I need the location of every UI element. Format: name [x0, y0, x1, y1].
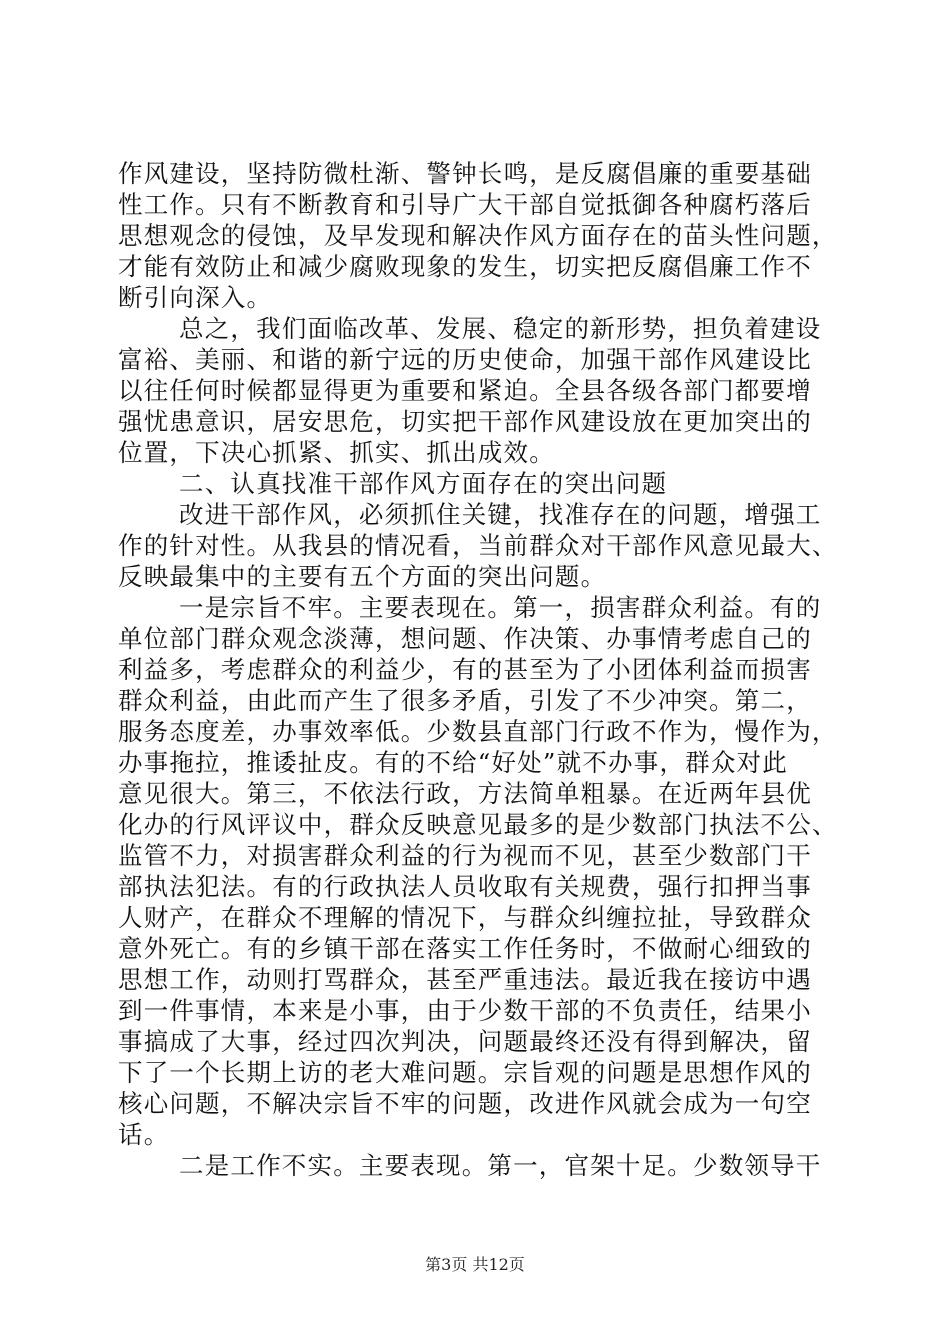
text-line: 总之，我们面临改革、发展、稳定的新形势，担负着建设: [179, 314, 822, 343]
text-line: 作风建设，坚持防微杜渐、警钟长鸣，是反腐倡廉的重要基础: [118, 159, 812, 188]
text-line: 下了一个长期上访的老大难问题。宗旨观的问题是思想作风的: [118, 1058, 812, 1087]
text-line: 以往任何时候都显得更为重要和紧迫。全县各级各部门都要增: [118, 376, 812, 405]
text-line: 单位部门群众观念淡薄，想问题、作决策、办事情考虑自己的: [118, 624, 812, 653]
text-line: 思想工作，动则打骂群众，甚至严重违法。最近我在接访中遇: [118, 965, 812, 994]
text-line: 强忧患意识，居安思危，切实把干部作风建设放在更加突出的: [118, 407, 812, 436]
text-line: 到一件事情，本来是小事，由于少数干部的不负责任，结果小: [118, 996, 812, 1025]
document-body: [118, 158, 836, 1181]
text-line: 思想观念的侵蚀，及早发现和解决作风方面存在的苗头性问题，: [118, 221, 838, 250]
text-line: 一是宗旨不牢。主要表现在。第一，损害群众利益。有的: [179, 593, 822, 622]
text-line: 化办的行风评议中，群众反映意见最多的是少数部门执法不公、: [118, 810, 838, 839]
text-line: 改进干部作风，必须抓住关键，找准存在的问题，增强工: [179, 500, 822, 529]
text-line: 二是工作不实。主要表现。第一，官架十足。少数领导干: [179, 1151, 822, 1180]
text-line: 部执法犯法。有的行政执法人员收取有关规费，强行扣押当事: [118, 872, 812, 901]
text-line: 话。: [118, 1120, 170, 1149]
page-footer: 第3页 共12页: [425, 1255, 525, 1274]
text-line: 意见很大。第三，不依法行政，方法简单粗暴。在近两年县优: [118, 779, 812, 808]
text-line: 二、认真找准干部作风方面存在的突出问题: [179, 469, 668, 498]
text-line: 核心问题，不解决宗旨不牢的问题，改进作风就会成为一句空: [118, 1089, 812, 1118]
text-line: 断引向深入。: [118, 283, 273, 312]
text-line: 服务态度差，办事效率低。少数县直部门行政不作为，慢作为，: [118, 717, 838, 746]
text-line: 位置，下决心抓紧、抓实、抓出成效。: [118, 438, 555, 467]
text-line: 性工作。只有不断教育和引导广大干部自觉抵御各种腐朽落后: [118, 190, 812, 219]
text-line: 群众利益，由此而产生了很多矛盾，引发了不少冲突。第二，: [118, 686, 812, 715]
text-line: 办事拖拉，推诿扯皮。有的不给“好处”就不办事，群众对此: [118, 748, 788, 777]
text-line: 作的针对性。从我县的情况看，当前群众对干部作风意见最大、: [118, 531, 838, 560]
text-line: 反映最集中的主要有五个方面的突出问题。: [118, 562, 607, 591]
text-line: 利益多，考虑群众的利益少，有的甚至为了小团体利益而损害: [118, 655, 812, 684]
text-line: 意外死亡。有的乡镇干部在落实工作任务时，不做耐心细致的: [118, 934, 812, 963]
text-line: 才能有效防止和减少腐败现象的发生，切实把反腐倡廉工作不: [118, 252, 812, 281]
text-line: 人财产，在群众不理解的情况下，与群众纠缠拉扯，导致群众: [118, 903, 812, 932]
text-line: 事搞成了大事，经过四次判决，问题最终还没有得到解决，留: [118, 1027, 812, 1056]
text-line: 富裕、美丽、和谐的新宁远的历史使命，加强干部作风建设比: [118, 345, 812, 374]
text-line: 监管不力，对损害群众利益的行为视而不见，甚至少数部门干: [118, 841, 812, 870]
